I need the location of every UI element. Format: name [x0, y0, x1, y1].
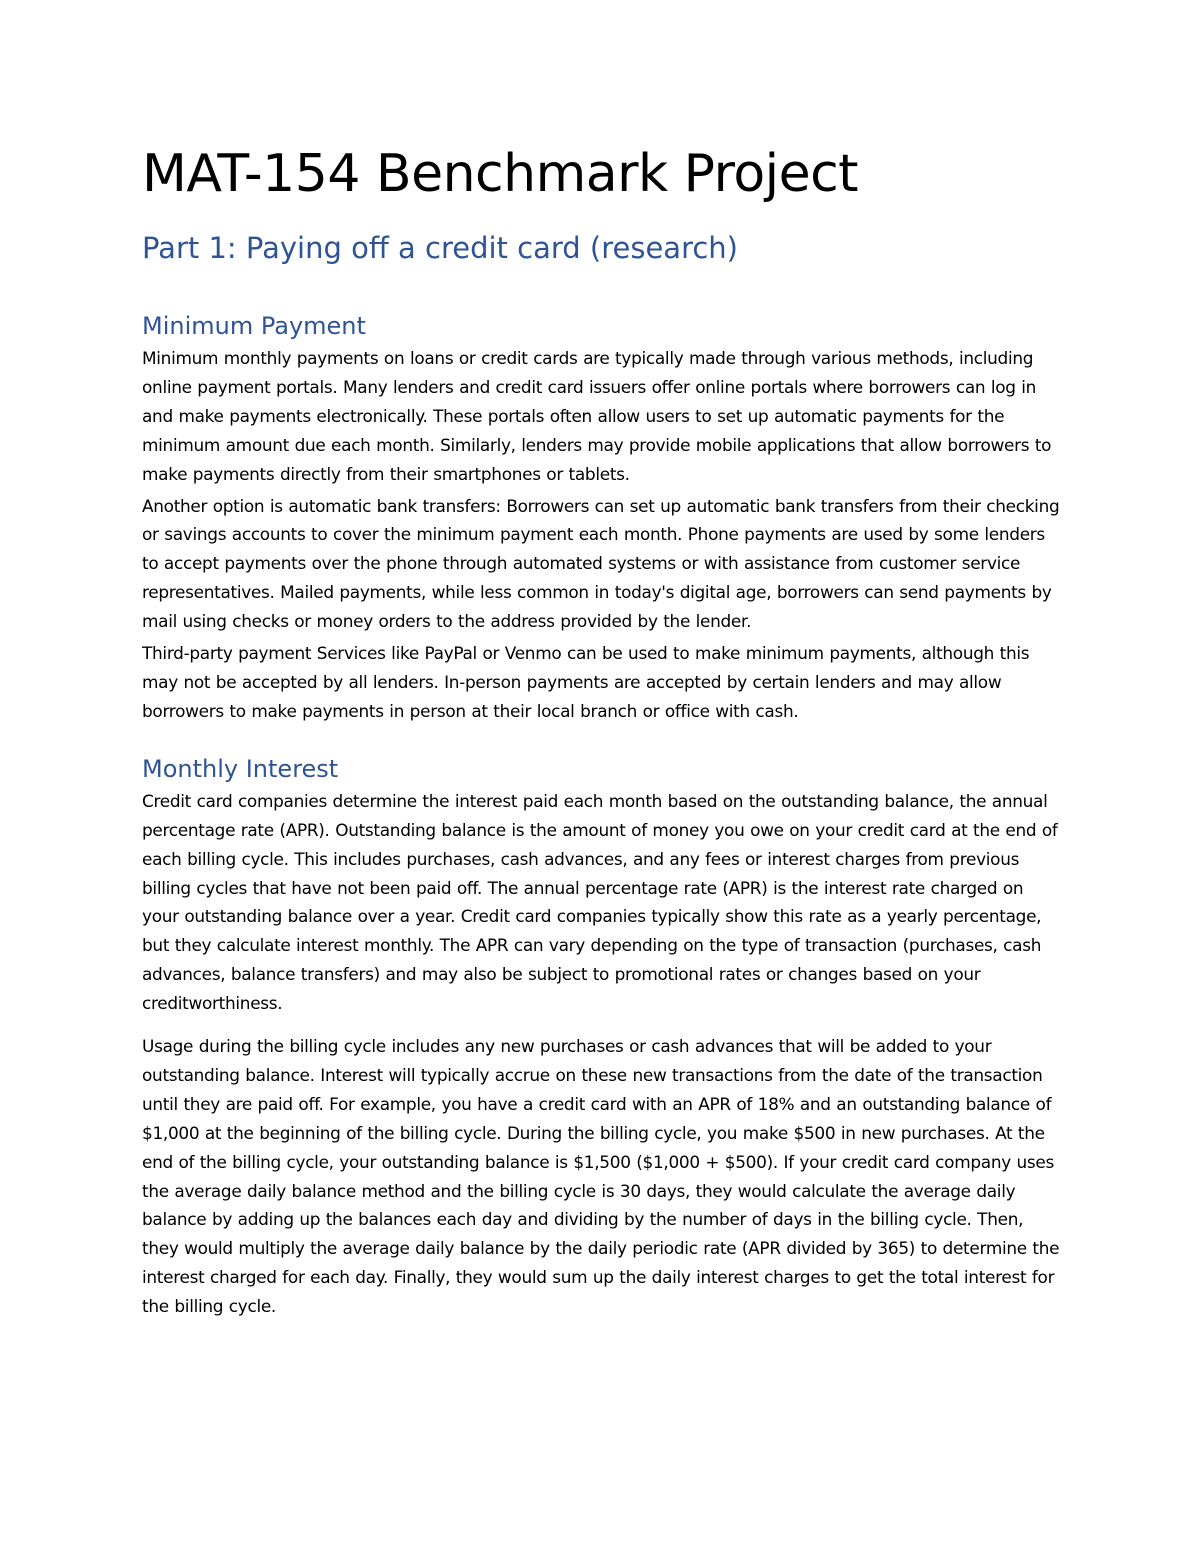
document-subtitle: Part 1: Paying off a credit card (research): [142, 231, 738, 265]
document-page: [142, 138, 1062, 1321]
section-monthly-interest: [142, 753, 1062, 1321]
paragraph-minimum-payment-1: Minimum monthly payments on loans or credit cards are typically made through various methods, including online payment portals. Many lenders and credit card issuers offer online portals where borrowers can log in and make payments electronically. These portals often allow users to set up automatic payments for the minimum amount due each month. Similarly, lenders may provide mobile applications that allow borrowers to make payments directly from their smartphones or tablets.: [142, 348, 1052, 484]
paragraph-minimum-payment-3: Third-party payment Services like PayPal or Venmo can be used to make minimum payments, although this may not be accepted by all lenders. In-person payments are accepted by certain lenders and may allow borrowers to make payments in person at their local branch or office with cash.: [142, 643, 1030, 721]
section-heading-monthly-interest: Monthly Interest: [142, 754, 339, 783]
paragraph-minimum-payment-2: Another option is automatic bank transfers: Borrowers can set up automatic bank transfers from their checking or savings accounts to cover the minimum payment each month. Phone payments are used by some lenders to accept payments over the phone through automated systems or with assistance from customer service representatives. Mailed payments, while less common in today's digital age, borrowers can send payments by mail using checks or money orders to the address provided by the lender.: [142, 495, 1060, 632]
section-heading-minimum-payment: Minimum Payment: [142, 312, 366, 340]
document-title: MAT-154 Benchmark Project: [142, 144, 859, 204]
paragraph-monthly-interest-2: Usage during the billing cycle includes any new purchases or cash advances that will be added to your outstanding balance. Interest will typically accrue on these new transactions from the date of the transaction until they are paid off. For example, you have a credit card with an APR of 18% and an outstanding balance of $1,000 at the beginning of the billing cycle. During the billing cycle, you make $500 in new purchases. At the end of the billing cycle, your outstanding balance is $1,500 ($1,000 + $500). If your credit card company uses the average daily balance method and the billing cycle is 30 days, they would calculate the average daily balance by adding up the balances each day and dividing by the number of days in the billing cycle. Then, they would multiply the average daily balance by the daily periodic rate (APR divided by 365) to determine the interest charged for each day. Finally, they would sum up the daily interest charges to get the total interest for the billing cycle.: [142, 1036, 1060, 1317]
paragraph-monthly-interest-1: Credit card companies determine the interest paid each month based on the outstanding balance, the annual percentage rate (APR). Outstanding balance is the amount of money you owe on your credit card at the end of each billing cycle. This includes purchases, cash advances, and any fees or interest charges from previous billing cycles that have not been paid off. The annual percentage rate (APR) is the interest rate charged on your outstanding balance over a year. Credit card companies typically show this rate as a yearly percentage, but they calculate interest monthly. The APR can vary depending on the type of transaction (purchases, cash advances, balance transfers) and may also be subject to promotional rates or changes based on your creditworthiness.: [142, 790, 1058, 1014]
section-minimum-payment: [142, 310, 1062, 726]
